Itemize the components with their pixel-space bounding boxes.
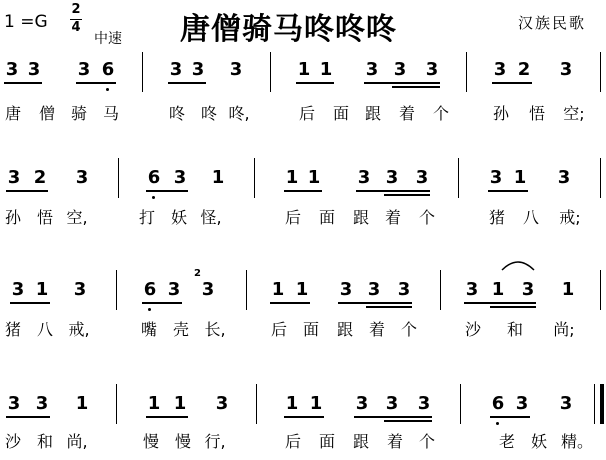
note: 6 bbox=[143, 279, 157, 300]
lyric: 后 bbox=[284, 432, 301, 451]
lyric: 精。 bbox=[560, 432, 593, 451]
lyric: 个 bbox=[418, 208, 435, 227]
lyric: 个 bbox=[418, 432, 435, 451]
lyric: 沙 bbox=[4, 432, 21, 451]
lyric: 慢 bbox=[142, 432, 159, 451]
note: 1 bbox=[285, 167, 299, 188]
barline bbox=[466, 52, 467, 92]
lyric: 跟 bbox=[336, 320, 353, 339]
note: 3 bbox=[215, 393, 229, 414]
note: 3 bbox=[173, 167, 187, 188]
eighth-underline bbox=[6, 190, 48, 192]
lyric: 沙 bbox=[464, 320, 481, 339]
note: 1 bbox=[285, 393, 299, 414]
note: 3 bbox=[365, 59, 379, 80]
note: 3 bbox=[27, 59, 41, 80]
eighth-underline bbox=[142, 302, 182, 304]
note: 3 bbox=[73, 279, 87, 300]
note: 3 bbox=[5, 59, 19, 80]
note: 3 bbox=[355, 393, 369, 414]
lyric: 戒; bbox=[559, 208, 581, 227]
note: 3 bbox=[77, 59, 91, 80]
time-signature-bottom: 4 bbox=[71, 20, 81, 35]
lyric: 后 bbox=[284, 208, 301, 227]
lyric: 和 bbox=[36, 432, 53, 451]
low-octave-dot bbox=[152, 196, 155, 199]
note: 3 bbox=[385, 167, 399, 188]
lyric: 尚, bbox=[66, 432, 88, 451]
note: 1 bbox=[297, 59, 311, 80]
lyric: 行, bbox=[204, 432, 226, 451]
note: 3 bbox=[415, 167, 429, 188]
lyric: 马 bbox=[102, 104, 119, 123]
note: 1 bbox=[513, 167, 527, 188]
note: 1 bbox=[271, 279, 285, 300]
note: 3 bbox=[201, 279, 215, 300]
lyric: 个 bbox=[432, 104, 449, 123]
barline bbox=[600, 158, 601, 198]
note: 3 bbox=[521, 279, 535, 300]
note: 3 bbox=[7, 393, 21, 414]
lyric: 空; bbox=[563, 104, 585, 123]
lyric: 妖 bbox=[530, 432, 547, 451]
lyric: 后 bbox=[270, 320, 287, 339]
eighth-underline bbox=[146, 190, 188, 192]
note: 1 bbox=[147, 393, 161, 414]
note: 6 bbox=[147, 167, 161, 188]
note: 1 bbox=[319, 59, 333, 80]
lyric: 嘴 bbox=[140, 320, 157, 339]
lyric: 面 bbox=[318, 208, 335, 227]
note: 2 bbox=[517, 59, 531, 80]
note: 3 bbox=[7, 167, 21, 188]
lyric: 空, bbox=[66, 208, 88, 227]
eighth-underline bbox=[10, 302, 50, 304]
note: 3 bbox=[229, 59, 243, 80]
note: 2 bbox=[33, 167, 47, 188]
low-octave-dot bbox=[106, 88, 109, 91]
tempo-marking: 中速 bbox=[94, 31, 122, 47]
lyric: 着 bbox=[398, 104, 415, 123]
time-signature-top: 2 bbox=[71, 2, 81, 17]
note: 3 bbox=[191, 59, 205, 80]
barline bbox=[254, 158, 255, 198]
final-barline-thin bbox=[594, 384, 595, 424]
lyric: 唐 bbox=[4, 104, 21, 123]
lyric: 面 bbox=[318, 432, 335, 451]
lyric: 跟 bbox=[352, 432, 369, 451]
genre-label: 汉族民歌 bbox=[518, 14, 587, 32]
note: 1 bbox=[307, 167, 321, 188]
note: 1 bbox=[35, 279, 49, 300]
lyric: 壳 bbox=[172, 320, 189, 339]
lyric: 咚, bbox=[228, 104, 250, 123]
note: 1 bbox=[309, 393, 323, 414]
note: 3 bbox=[425, 59, 439, 80]
sixteenth-underline bbox=[366, 306, 412, 308]
lyric: 悟 bbox=[528, 104, 545, 123]
lyric: 僧 bbox=[38, 104, 55, 123]
eighth-underline bbox=[488, 190, 528, 192]
note: 3 bbox=[417, 393, 431, 414]
eighth-underline bbox=[6, 416, 50, 418]
note: 3 bbox=[35, 393, 49, 414]
grace-note: 2 bbox=[194, 268, 201, 279]
lyric: 妖 bbox=[170, 208, 187, 227]
barline bbox=[256, 384, 257, 424]
eighth-underline bbox=[146, 416, 188, 418]
lyric: 和 bbox=[506, 320, 523, 339]
song-title: 唐僧骑马咚咚咚 bbox=[180, 12, 397, 47]
barline bbox=[118, 158, 119, 198]
lyric: 跟 bbox=[364, 104, 381, 123]
lyric: 咚 bbox=[200, 104, 217, 123]
lyric: 跟 bbox=[352, 208, 369, 227]
note: 3 bbox=[559, 393, 573, 414]
barline bbox=[458, 158, 459, 198]
barline bbox=[246, 270, 247, 310]
note: 3 bbox=[167, 279, 181, 300]
sixteenth-underline bbox=[384, 194, 430, 196]
note: 3 bbox=[557, 167, 571, 188]
barline bbox=[270, 52, 271, 92]
barline bbox=[600, 52, 601, 92]
low-octave-dot bbox=[496, 422, 499, 425]
lyric: 着 bbox=[386, 432, 403, 451]
note: 3 bbox=[397, 279, 411, 300]
eighth-underline bbox=[492, 82, 532, 84]
barline bbox=[116, 384, 117, 424]
note: 1 bbox=[561, 279, 575, 300]
lyric: 骑 bbox=[70, 104, 87, 123]
lyric: 八 bbox=[36, 320, 53, 339]
note: 3 bbox=[493, 59, 507, 80]
lyric: 戒, bbox=[68, 320, 90, 339]
final-barline-thick bbox=[600, 384, 604, 424]
lyric: 怪, bbox=[200, 208, 222, 227]
note: 3 bbox=[489, 167, 503, 188]
note: 3 bbox=[367, 279, 381, 300]
barline bbox=[116, 270, 117, 310]
eighth-underline bbox=[356, 190, 430, 192]
eighth-underline bbox=[490, 416, 530, 418]
eighth-underline bbox=[284, 190, 322, 192]
lyric: 猪 bbox=[4, 320, 21, 339]
note: 3 bbox=[393, 59, 407, 80]
lyric: 后 bbox=[298, 104, 315, 123]
note: 1 bbox=[211, 167, 225, 188]
lyric: 着 bbox=[368, 320, 385, 339]
lyric: 孙 bbox=[4, 208, 21, 227]
eighth-underline bbox=[284, 416, 324, 418]
note: 3 bbox=[339, 279, 353, 300]
eighth-underline bbox=[364, 82, 440, 84]
note: 3 bbox=[515, 393, 529, 414]
note: 3 bbox=[169, 59, 183, 80]
lyric: 孙 bbox=[492, 104, 509, 123]
note: 3 bbox=[465, 279, 479, 300]
lyric: 长, bbox=[204, 320, 226, 339]
lyric: 个 bbox=[400, 320, 417, 339]
lyric: 悟 bbox=[36, 208, 53, 227]
lyric: 打 bbox=[138, 208, 155, 227]
note: 1 bbox=[491, 279, 505, 300]
lyric: 八 bbox=[522, 208, 539, 227]
note: 1 bbox=[295, 279, 309, 300]
eighth-underline bbox=[354, 416, 432, 418]
eighth-underline bbox=[4, 82, 42, 84]
barline bbox=[142, 52, 143, 92]
note: 3 bbox=[75, 167, 89, 188]
lyric: 慢 bbox=[174, 432, 191, 451]
eighth-underline bbox=[270, 302, 310, 304]
note: 3 bbox=[11, 279, 25, 300]
note: 1 bbox=[75, 393, 89, 414]
sixteenth-underline bbox=[392, 86, 440, 88]
eighth-underline bbox=[168, 82, 206, 84]
lyric: 着 bbox=[384, 208, 401, 227]
lyric: 尚; bbox=[553, 320, 575, 339]
note: 3 bbox=[385, 393, 399, 414]
note: 6 bbox=[491, 393, 505, 414]
sixteenth-underline bbox=[490, 306, 536, 308]
note: 1 bbox=[173, 393, 187, 414]
eighth-underline bbox=[464, 302, 536, 304]
note: 3 bbox=[357, 167, 371, 188]
lyric: 猪 bbox=[488, 208, 505, 227]
eighth-underline bbox=[338, 302, 412, 304]
lyric: 老 bbox=[498, 432, 515, 451]
barline bbox=[440, 270, 441, 310]
lyric: 咚 bbox=[168, 104, 185, 123]
eighth-underline bbox=[76, 82, 116, 84]
note: 6 bbox=[101, 59, 115, 80]
sixteenth-underline bbox=[384, 420, 432, 422]
lyric: 面 bbox=[302, 320, 319, 339]
lyric: 面 bbox=[332, 104, 349, 123]
low-octave-dot bbox=[148, 308, 151, 311]
note: 3 bbox=[559, 59, 573, 80]
barline bbox=[600, 270, 601, 310]
eighth-underline bbox=[296, 82, 334, 84]
key-signature: 1 =G bbox=[4, 12, 48, 32]
slur-arc bbox=[500, 258, 536, 272]
barline bbox=[460, 384, 461, 424]
